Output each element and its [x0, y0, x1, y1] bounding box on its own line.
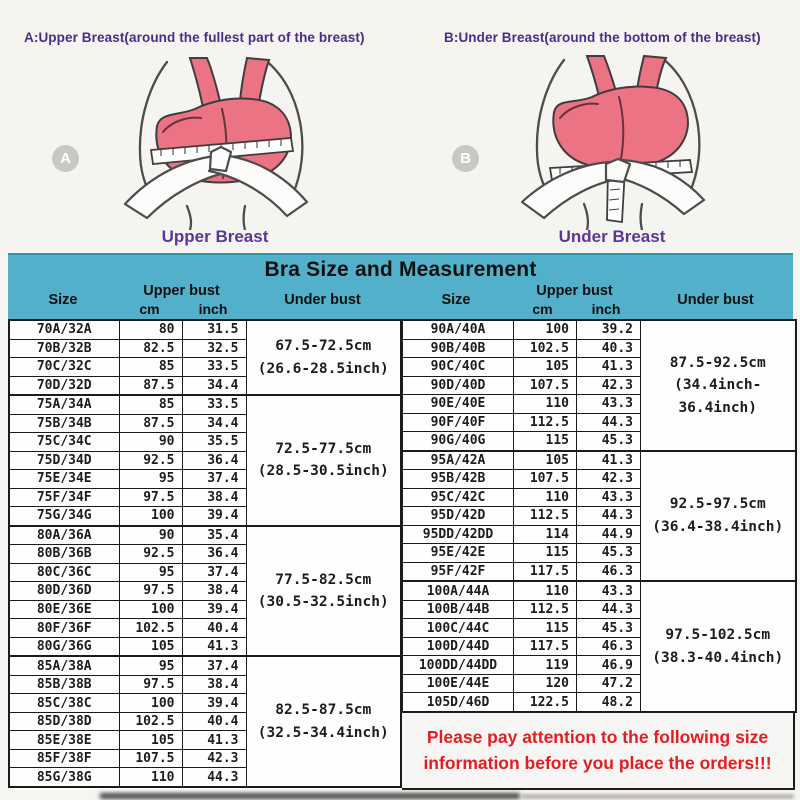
upper-bust-header: Upper bust	[536, 283, 613, 299]
size-cell: 75F/34F	[9, 488, 119, 507]
inch-value-cell: 34.4	[182, 414, 246, 433]
inch-value-cell: 39.4	[182, 694, 246, 713]
right-column	[402, 319, 795, 790]
size-cell: 90G/40G	[403, 432, 514, 451]
cm-value-cell: 110	[119, 768, 182, 787]
cm-value-cell: 117.5	[514, 637, 577, 656]
size-row	[403, 320, 796, 339]
cm-value-cell: 100	[514, 320, 577, 339]
cm-value-cell: 92.5	[119, 451, 182, 470]
cm-value-cell: 90	[119, 433, 182, 452]
size-cell: 75D/34D	[9, 451, 119, 470]
inch-value-cell: 44.3	[577, 413, 641, 432]
inch-value-cell: 35.5	[182, 433, 246, 452]
size-cell: 75C/34C	[9, 433, 119, 452]
inch-value-cell: 40.3	[577, 339, 641, 358]
cm-value-cell: 87.5	[119, 376, 182, 395]
size-row	[403, 581, 796, 600]
upper-breast-label: Upper Breast	[161, 227, 269, 246]
inch-value-cell: 48.2	[577, 693, 641, 712]
inch-value-cell: 34.4	[182, 376, 246, 395]
size-row	[9, 395, 401, 414]
size-cell: 80G/36G	[9, 637, 119, 656]
cm-value-cell: 102.5	[514, 339, 577, 358]
cm-header: cm	[532, 301, 553, 317]
inch-value-cell: 41.3	[182, 637, 246, 656]
size-row	[403, 451, 796, 470]
size-cell: 100A/44A	[403, 581, 514, 600]
inch-value-cell: 39.4	[182, 507, 246, 526]
inch-value-cell: 42.3	[577, 376, 641, 395]
inch-value-cell: 42.3	[577, 470, 641, 489]
cm-value-cell: 115	[514, 544, 577, 563]
size-header: Size	[48, 292, 78, 308]
size-cell: 100DD/44DD	[403, 656, 514, 675]
size-cell: 80C/36C	[9, 563, 119, 582]
size-cell: 105D/46D	[403, 693, 514, 712]
inch-value-cell: 47.2	[577, 674, 641, 693]
inch-value-cell: 43.3	[577, 581, 641, 600]
size-cell: 70A/32A	[9, 320, 119, 339]
inch-value-cell: 45.3	[577, 619, 641, 638]
size-cell: 100E/44E	[403, 674, 514, 693]
inch-value-cell: 46.9	[577, 656, 641, 675]
under-bust-range: 77.5-82.5cm (30.5-32.5inch)	[246, 526, 401, 657]
inch-value-cell: 36.4	[182, 451, 246, 470]
size-row	[9, 526, 401, 545]
size-cell: 75E/34E	[9, 470, 119, 489]
size-cell: 90C/40C	[403, 358, 514, 377]
warning-box	[402, 713, 795, 790]
inch-value-cell: 46.3	[577, 637, 641, 656]
left-column-headers	[8, 283, 400, 321]
size-cell: 75B/34B	[9, 414, 119, 433]
inch-value-cell: 41.3	[182, 731, 246, 750]
size-cell: 80E/36E	[9, 600, 119, 619]
cm-value-cell: 95	[119, 656, 182, 675]
cm-value-cell: 102.5	[119, 712, 182, 731]
inch-value-cell: 44.3	[577, 600, 641, 619]
under-bust-range: 82.5-87.5cm (32.5-34.4inch)	[246, 656, 401, 787]
size-cell: 90A/40A	[403, 320, 514, 339]
size-cell: 85D/38D	[9, 712, 119, 731]
size-cell: 70D/32D	[9, 376, 119, 395]
under-bust-range: 97.5-102.5cm (38.3-40.4inch)	[641, 581, 796, 712]
cm-value-cell: 87.5	[119, 414, 182, 433]
cm-value-cell: 112.5	[514, 413, 577, 432]
size-tables	[8, 319, 793, 790]
torso-measure-upper-icon	[95, 52, 335, 230]
size-cell: 95B/42B	[403, 470, 514, 489]
size-cell: 85F/38F	[9, 749, 119, 768]
cm-value-cell: 92.5	[119, 545, 182, 564]
size-cell: 80A/36A	[9, 526, 119, 545]
cm-value-cell: 82.5	[119, 339, 182, 358]
under-bust-header: Under bust	[284, 292, 361, 308]
badge-b: B	[452, 145, 479, 172]
cm-value-cell: 115	[514, 619, 577, 638]
cm-value-cell: 105	[119, 637, 182, 656]
inch-value-cell: 38.4	[182, 675, 246, 694]
size-cell: 85C/38C	[9, 694, 119, 713]
cm-value-cell: 95	[119, 470, 182, 489]
size-cell: 75G/34G	[9, 507, 119, 526]
size-cell: 85G/38G	[9, 768, 119, 787]
inch-value-cell: 38.4	[182, 582, 246, 601]
inch-value-cell: 45.3	[577, 544, 641, 563]
under-bust-range: 72.5-77.5cm (28.5-30.5inch)	[246, 395, 401, 526]
cm-value-cell: 117.5	[514, 562, 577, 581]
under-bust-header: Under bust	[677, 292, 754, 308]
size-row	[9, 320, 401, 339]
cm-value-cell: 85	[119, 358, 182, 377]
cm-value-cell: 95	[119, 563, 182, 582]
inch-value-cell: 43.3	[577, 395, 641, 414]
bottom-crop-artifact-light	[522, 794, 794, 799]
measurement-guide-section	[0, 0, 800, 253]
badge-a: A	[52, 145, 79, 172]
inch-value-cell: 42.3	[182, 749, 246, 768]
inch-value-cell: 33.5	[182, 358, 246, 377]
inch-value-cell: 39.4	[182, 600, 246, 619]
size-header: Size	[441, 292, 471, 308]
cm-value-cell: 100	[119, 507, 182, 526]
cm-value-cell: 107.5	[119, 749, 182, 768]
cm-value-cell: 100	[119, 600, 182, 619]
inch-value-cell: 44.3	[182, 768, 246, 787]
under-breast-illustration	[492, 52, 732, 230]
cm-value-cell: 119	[514, 656, 577, 675]
cm-value-cell: 115	[514, 432, 577, 451]
upper-breast-illustration	[95, 52, 335, 230]
cm-value-cell: 105	[514, 358, 577, 377]
inch-value-cell: 33.5	[182, 395, 246, 414]
inch-value-cell: 45.3	[577, 432, 641, 451]
inch-value-cell: 37.4	[182, 563, 246, 582]
right-column-headers	[401, 283, 793, 321]
inch-header: inch	[198, 301, 228, 317]
size-cell: 70C/32C	[9, 358, 119, 377]
cm-value-cell: 112.5	[514, 507, 577, 526]
size-table-right	[402, 319, 797, 713]
cm-value-cell: 102.5	[119, 619, 182, 638]
size-cell: 85A/38A	[9, 656, 119, 675]
torso-measure-under-icon	[492, 52, 732, 230]
size-cell: 90E/40E	[403, 395, 514, 414]
inch-value-cell: 37.4	[182, 656, 246, 675]
size-cell: 90B/40B	[403, 339, 514, 358]
cm-value-cell: 90	[119, 526, 182, 545]
upper-bust-header: Upper bust	[143, 283, 220, 299]
inch-value-cell: 40.4	[182, 619, 246, 638]
under-breast-label: Under Breast	[558, 227, 666, 246]
cm-value-cell: 80	[119, 320, 182, 339]
size-cell: 100D/44D	[403, 637, 514, 656]
size-cell: 75A/34A	[9, 395, 119, 414]
cm-value-cell: 97.5	[119, 675, 182, 694]
upper-breast-caption: A:Upper Breast(around the fullest part of the breast)	[24, 30, 365, 45]
cm-value-cell: 122.5	[514, 693, 577, 712]
size-cell: 85E/38E	[9, 731, 119, 750]
size-cell: 95C/42C	[403, 488, 514, 507]
size-cell: 80D/36D	[9, 582, 119, 601]
under-breast-caption: B:Under Breast(around the bottom of the breast)	[444, 30, 761, 45]
size-table-left	[8, 319, 402, 788]
size-cell: 85B/38B	[9, 675, 119, 694]
cm-value-cell: 110	[514, 488, 577, 507]
size-cell: 80B/36B	[9, 545, 119, 564]
cm-value-cell: 100	[119, 694, 182, 713]
inch-value-cell: 40.4	[182, 712, 246, 731]
size-cell: 95A/42A	[403, 451, 514, 470]
cm-value-cell: 107.5	[514, 376, 577, 395]
size-cell: 100B/44B	[403, 600, 514, 619]
inch-value-cell: 31.5	[182, 320, 246, 339]
size-cell: 95DD/42DD	[403, 525, 514, 544]
inch-value-cell: 36.4	[182, 545, 246, 564]
cm-value-cell: 110	[514, 581, 577, 600]
inch-value-cell: 41.3	[577, 358, 641, 377]
inch-value-cell: 39.2	[577, 320, 641, 339]
cm-value-cell: 97.5	[119, 488, 182, 507]
inch-header: inch	[591, 301, 621, 317]
inch-value-cell: 35.4	[182, 526, 246, 545]
under-bust-range: 87.5-92.5cm (34.4inch-36.4inch)	[641, 320, 796, 451]
size-cell: 95E/42E	[403, 544, 514, 563]
size-row	[9, 656, 401, 675]
cm-value-cell: 114	[514, 525, 577, 544]
cm-value-cell: 105	[514, 451, 577, 470]
size-cell: 95D/42D	[403, 507, 514, 526]
cm-value-cell: 112.5	[514, 600, 577, 619]
under-bust-range: 67.5-72.5cm (26.6-28.5inch)	[246, 320, 401, 395]
table-title: Bra Size and Measurement	[264, 258, 537, 281]
inch-value-cell: 44.9	[577, 525, 641, 544]
bottom-crop-artifact-dark	[100, 793, 520, 799]
cm-value-cell: 107.5	[514, 470, 577, 489]
inch-value-cell: 37.4	[182, 470, 246, 489]
under-bust-range: 92.5-97.5cm (36.4-38.4inch)	[641, 451, 796, 582]
cm-value-cell: 105	[119, 731, 182, 750]
size-cell: 70B/32B	[9, 339, 119, 358]
inch-value-cell: 43.3	[577, 488, 641, 507]
inch-value-cell: 44.3	[577, 507, 641, 526]
inch-value-cell: 46.3	[577, 562, 641, 581]
cm-header: cm	[139, 301, 160, 317]
inch-value-cell: 41.3	[577, 451, 641, 470]
size-cell: 95F/42F	[403, 562, 514, 581]
table-header-band	[8, 253, 793, 321]
warning-text: Please pay attention to the following size information before you place the orders!!!	[423, 727, 772, 773]
cm-value-cell: 85	[119, 395, 182, 414]
cm-value-cell: 110	[514, 395, 577, 414]
size-cell: 90F/40F	[403, 413, 514, 432]
inch-value-cell: 38.4	[182, 488, 246, 507]
inch-value-cell: 32.5	[182, 339, 246, 358]
size-cell: 100C/44C	[403, 619, 514, 638]
cm-value-cell: 97.5	[119, 582, 182, 601]
size-cell: 90D/40D	[403, 376, 514, 395]
size-cell: 80F/36F	[9, 619, 119, 638]
cm-value-cell: 120	[514, 674, 577, 693]
